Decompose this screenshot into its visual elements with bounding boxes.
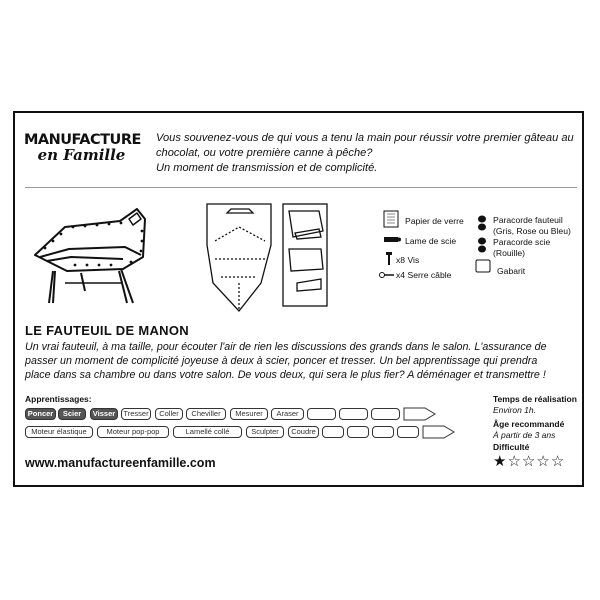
difficulty-label: Difficulté [493, 442, 530, 452]
brand-line2: en Famille [37, 146, 126, 164]
intro-line2: chocolat, ou votre première canne à pêche? [156, 147, 373, 159]
skill-row1-2: Scier [58, 408, 86, 420]
product-title: LE FAUTEUIL DE MANON [25, 323, 189, 338]
info-age [493, 419, 564, 441]
time-value: Environ 1h. [493, 405, 536, 415]
product-desc-line2: passer un moment de complicité joyeuse à deux à scier, poncer et tresser. Un bel apprentissage qui prendra [25, 355, 538, 367]
material-cord-chair-note: (Gris, Rose ou Bleu) [493, 226, 571, 236]
material-sandpaper-label: Papier de verre [405, 216, 464, 226]
skill-row2-arrow [422, 425, 456, 439]
difficulty-stars [493, 452, 565, 470]
saw-blade-icon [383, 235, 401, 245]
divider [25, 187, 577, 188]
skill-row2-3: Lamellé collé [173, 426, 242, 438]
material-cord-chair-label: Paracorde fauteuil [493, 215, 563, 225]
skill-row2-6 [322, 426, 344, 438]
skill-row2-1: Moteur élastique [25, 426, 93, 438]
difficulty-star-icon: ★ [493, 453, 508, 470]
difficulty-star-icon: ☆ [507, 453, 522, 470]
skill-row2-7 [347, 426, 369, 438]
skill-row1-4: Tresser [121, 408, 151, 420]
skill-row1-6: Cheviller [186, 408, 226, 420]
skill-row1-9 [307, 408, 336, 420]
paracord-saw-icon [475, 236, 489, 254]
skill-row2-2: Moteur pop-pop [97, 426, 169, 438]
age-value: À partir de 3 ans [493, 430, 556, 440]
skill-row1-3: Visser [90, 408, 118, 420]
skill-row1-7: Mesurer [230, 408, 268, 420]
chair-illustration [25, 199, 330, 314]
skill-row1-5: Coller [155, 408, 183, 420]
brand-line1: MANUFACTURE [24, 132, 141, 148]
intro-line3: Un moment de transmission et de complicité. [156, 162, 378, 174]
sandpaper-icon [383, 210, 399, 228]
product-card [13, 111, 584, 487]
material-template-label: Gabarit [497, 266, 526, 276]
template-icon [475, 259, 491, 273]
skill-row2-9 [397, 426, 419, 438]
skill-row1-10 [339, 408, 368, 420]
product-description [25, 340, 577, 382]
difficulty-star-icon: ☆ [536, 453, 551, 470]
time-label: Temps de réalisation [493, 394, 577, 404]
product-desc-line3: place dans sa chambre ou dans votre salon. De vous deux, qui sera le plus fier? A déménager et transmettre ! [25, 369, 546, 381]
material-blade-label: Lame de scie [405, 236, 457, 246]
cable-tie-icon [379, 271, 395, 279]
brand-logo [24, 132, 139, 162]
material-cord-saw-label: Paracorde scie [493, 237, 551, 247]
intro-line1: Vous souvenez-vous de qui vous a tenu la main pour réussir votre premier gâteau au [156, 132, 574, 144]
age-label: Âge recommandé [493, 419, 565, 429]
skill-row1-11 [371, 408, 400, 420]
skill-row2-8 [372, 426, 394, 438]
intro-text [156, 131, 581, 176]
website-url[interactable]: www.manufactureenfamille.com [25, 456, 216, 470]
paracord-chair-icon [475, 214, 489, 232]
skill-row1-8: Araser [271, 408, 304, 420]
difficulty-star-icon: ☆ [550, 453, 566, 470]
skill-row1-1: Poncer [25, 408, 56, 420]
material-screws-label: x8 Vis [396, 255, 420, 265]
material-cord-saw-note: (Rouille) [493, 248, 525, 258]
skill-row2-4: Sculpter [246, 426, 284, 438]
skill-row1-arrow [403, 407, 437, 421]
screw-icon [385, 252, 393, 266]
material-ties-label: x4 Serre câble [396, 270, 452, 280]
difficulty-star-icon: ☆ [521, 453, 537, 470]
skill-row2-5: Coudre [288, 426, 319, 438]
skills-label: Apprentissages: [25, 394, 92, 404]
product-desc-line1: Un vrai fauteuil, à ma taille, pour écouter l'air de rien les discussions des grands dans le salon. L'assurance de [25, 341, 547, 353]
info-time [493, 394, 577, 416]
